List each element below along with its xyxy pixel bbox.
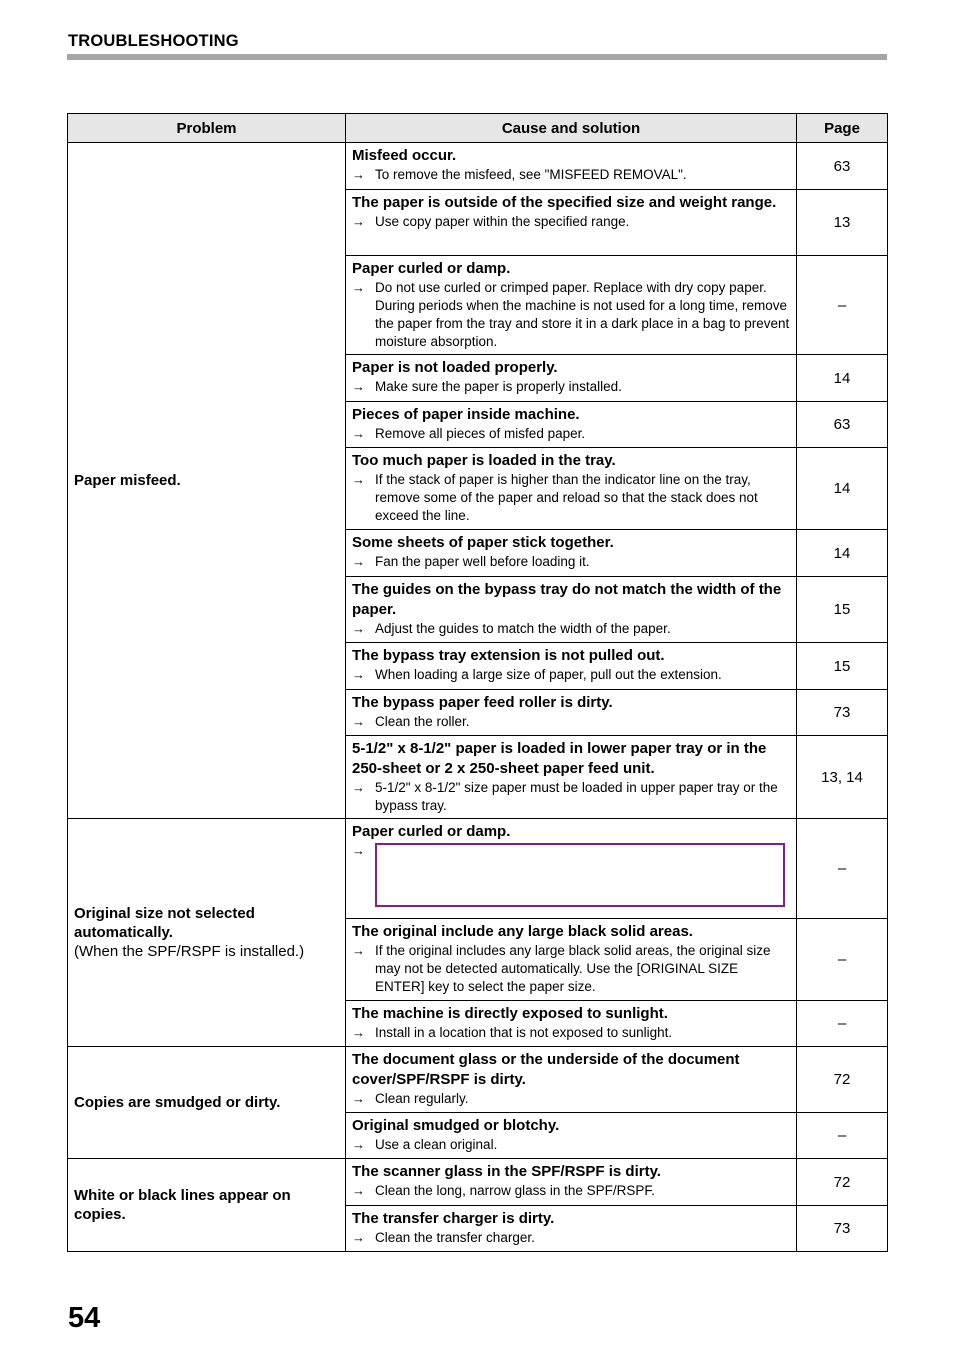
solution-label: If the original includes any large black solid areas, the original size may not be detected automatically. Use the [ORIGINAL SIZE ENTER] key to select the paper size. [375, 943, 771, 994]
solution-label: Adjust the guides to match the width of the paper. [375, 621, 671, 636]
column-header-cause: Cause and solution [346, 114, 797, 143]
page-ref: 14 [797, 355, 888, 402]
arrow-icon: → [352, 714, 365, 729]
solution-label: Fan the paper well before loading it. [375, 554, 590, 569]
solution-label: Make sure the paper is properly installed. [375, 379, 622, 394]
cause-title: The guides on the bypass tray do not match the width of the paper. [352, 581, 782, 618]
page-ref: 14 [797, 448, 888, 530]
cause-cell [346, 448, 797, 530]
solution-label: Use a clean original. [375, 1137, 498, 1152]
page-ref: 73 [797, 1206, 888, 1252]
page-ref: – [797, 1113, 888, 1159]
solution-label: Remove all pieces of misfed paper. [375, 426, 586, 441]
troubleshooting-table [67, 113, 888, 1252]
solution-text [352, 471, 790, 525]
cause-title: Some sheets of paper stick together. [352, 534, 614, 551]
page-ref: 15 [797, 643, 888, 690]
arrow-icon: → [352, 780, 365, 795]
solution-label: If the stack of paper is higher than the indicator line on the tray, remove some of the paper and reload so that the stack does not exceed the line. [375, 472, 758, 523]
cause-title: The scanner glass in the SPF/RSPF is dirty. [352, 1163, 661, 1180]
section-title: TROUBLESHOOTING [68, 32, 239, 50]
cause-title: Paper is not loaded properly. [352, 359, 558, 376]
cause-cell [346, 402, 797, 448]
problem-note: (When the SPF/RSPF is installed.) [74, 943, 305, 960]
solution-text [352, 942, 790, 996]
solution-label: Install in a location that is not exposed to sunlight. [375, 1025, 673, 1040]
problem-text: Original size not selected automatically. [74, 905, 255, 941]
solution-label: Use copy paper within the specified range. [375, 214, 630, 229]
solution-label: Clean regularly. [375, 1091, 469, 1106]
solution-text [352, 1182, 790, 1200]
cause-title: Original smudged or blotchy. [352, 1117, 560, 1134]
page-ref: – [797, 256, 888, 355]
page-ref: 73 [797, 690, 888, 736]
arrow-icon: → [352, 1183, 365, 1198]
solution-text [352, 666, 790, 684]
cause-title: Paper curled or damp. [352, 823, 511, 840]
page-ref: – [797, 819, 888, 919]
page-ref: – [797, 919, 888, 1001]
cause-cell [346, 577, 797, 643]
cause-title: The paper is outside of the specified size and weight range. [352, 194, 777, 211]
page-ref: – [797, 1001, 888, 1047]
solution-text [352, 378, 790, 396]
solution-text [352, 1090, 790, 1108]
solution-text [352, 779, 790, 815]
cause-title: The bypass tray extension is not pulled out. [352, 647, 665, 664]
arrow-icon: → [352, 667, 365, 682]
problem-text: White or black lines appear on copies. [74, 1187, 291, 1223]
arrow-icon: → [352, 214, 365, 229]
arrow-icon: → [352, 1137, 365, 1152]
page-ref: 63 [797, 143, 888, 190]
arrow-icon: → [352, 280, 365, 295]
page-ref: 72 [797, 1047, 888, 1113]
page-ref: 13 [797, 190, 888, 256]
arrow-icon: → [352, 621, 365, 636]
arrow-icon: → [352, 472, 365, 487]
cause-cell [346, 1206, 797, 1252]
page-ref: 14 [797, 530, 888, 577]
page-ref: 72 [797, 1159, 888, 1206]
solution-label: Clean the roller. [375, 714, 470, 729]
arrow-icon: → [352, 1230, 365, 1245]
problem-text: Copies are smudged or dirty. [74, 1094, 281, 1111]
cause-cell [346, 256, 797, 355]
problem-cell [68, 143, 346, 819]
cause-cell [346, 919, 797, 1001]
arrow-icon: → [352, 167, 365, 182]
solution-text [352, 1136, 790, 1154]
solution-label: Clean the long, narrow glass in the SPF/RSPF. [375, 1183, 655, 1198]
solution-label: Clean the transfer charger. [375, 1230, 535, 1245]
solution-text [352, 166, 790, 184]
page-ref: 63 [797, 402, 888, 448]
table-row [68, 1047, 888, 1113]
solution-text [352, 553, 790, 571]
cause-cell [346, 190, 797, 256]
table-row [68, 1159, 888, 1206]
table-header-row [68, 114, 888, 143]
cause-title: Paper curled or damp. [352, 260, 511, 277]
solution-text [352, 279, 790, 351]
redaction-highlight-box [375, 843, 785, 907]
arrow-icon: → [352, 1025, 365, 1040]
cause-title: Too much paper is loaded in the tray. [352, 452, 616, 469]
cause-title: Pieces of paper inside machine. [352, 406, 580, 423]
arrow-icon: → [352, 554, 365, 569]
cause-cell [346, 1159, 797, 1206]
table-row [68, 819, 888, 919]
arrow-icon: → [352, 426, 365, 441]
cause-title: The transfer charger is dirty. [352, 1210, 555, 1227]
solution-text [352, 620, 790, 638]
problem-cell [68, 1159, 346, 1252]
cause-cell [346, 143, 797, 190]
page-number: 54 [68, 1302, 101, 1334]
problem-cell [68, 1047, 346, 1159]
table-row [68, 143, 888, 190]
cause-cell [346, 819, 797, 919]
arrow-icon: → [352, 843, 365, 858]
arrow-icon: → [352, 943, 365, 958]
cause-title: The machine is directly exposed to sunlight. [352, 1005, 668, 1022]
solution-label: Do not use curled or crimped paper. Replace with dry copy paper. During periods when the machine is not used for a long time, remove the paper from the tray and store it in a dark place in a bag to prevent moisture absorption. [375, 280, 790, 349]
solution-text [352, 425, 790, 443]
problem-text: Paper misfeed. [74, 472, 181, 489]
cause-cell [346, 1113, 797, 1159]
page-ref: 15 [797, 577, 888, 643]
solution-text [352, 1024, 790, 1042]
cause-title: 5-1/2" x 8-1/2" paper is loaded in lower paper tray or in the 250-sheet or 2 x 250-sheet paper feed unit. [352, 740, 767, 777]
solution-label: When loading a large size of paper, pull out the extension. [375, 667, 722, 682]
cause-cell [346, 736, 797, 819]
arrow-icon: → [352, 379, 365, 394]
cause-cell [346, 690, 797, 736]
cause-cell [346, 1001, 797, 1047]
page-ref: 13, 14 [797, 736, 888, 819]
solution-text [352, 713, 790, 731]
cause-title: The bypass paper feed roller is dirty. [352, 694, 613, 711]
solution-text [352, 1229, 790, 1247]
header-divider [67, 54, 887, 60]
arrow-icon: → [352, 1091, 365, 1106]
solution-label: 5-1/2" x 8-1/2" size paper must be loaded in upper paper tray or the bypass tray. [375, 780, 778, 813]
cause-cell [346, 1047, 797, 1113]
problem-cell [68, 819, 346, 1047]
solution-text [352, 842, 790, 906]
solution-label: To remove the misfeed, see "MISFEED REMOVAL". [375, 167, 687, 182]
solution-text [352, 213, 790, 231]
cause-cell [346, 643, 797, 690]
cause-title: The document glass or the underside of the document cover/SPF/RSPF is dirty. [352, 1051, 740, 1088]
column-header-page: Page [797, 114, 888, 143]
cause-cell [346, 355, 797, 402]
cause-title: The original include any large black solid areas. [352, 923, 693, 940]
cause-cell [346, 530, 797, 577]
column-header-problem: Problem [68, 114, 346, 143]
cause-title: Misfeed occur. [352, 147, 457, 164]
